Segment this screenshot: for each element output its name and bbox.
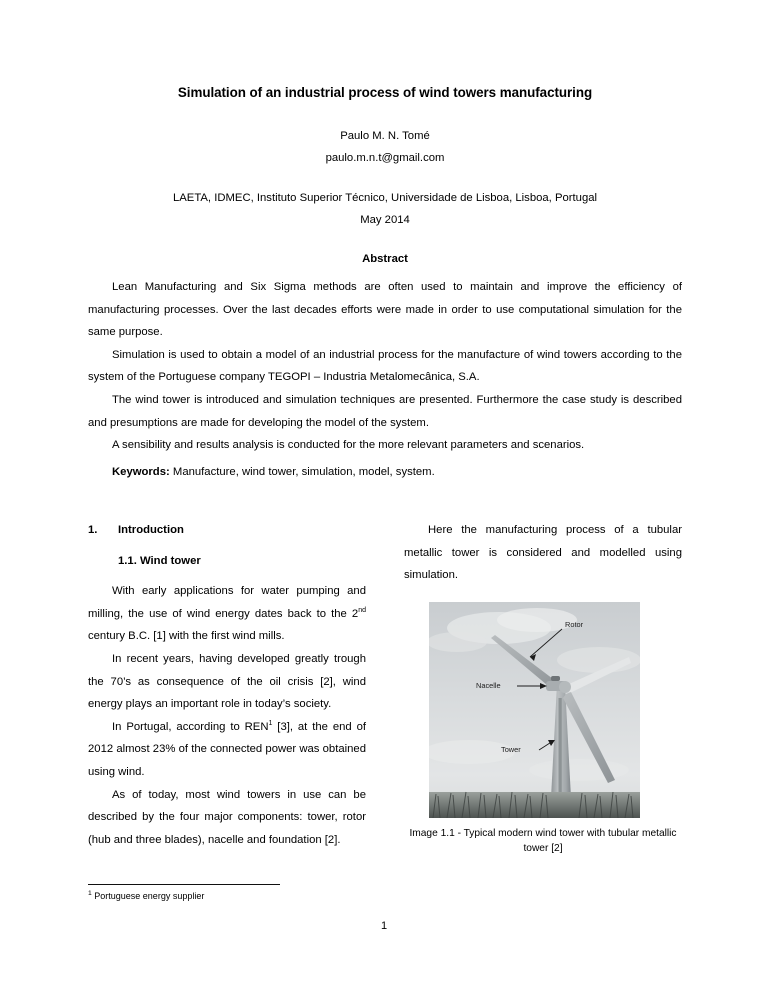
paragraph-text: century B.C. [1] with the first wind mills. bbox=[88, 630, 285, 643]
section-title: Introduction bbox=[118, 524, 184, 536]
body-column-right bbox=[404, 519, 682, 587]
footnote-entry bbox=[88, 890, 366, 902]
author-affiliation: LAETA, IDMEC, Instituto Superior Técnico, Universidade de Lisboa, Lisboa, Portugal bbox=[172, 192, 598, 204]
footnote-area bbox=[88, 884, 366, 902]
subsection-number: 1.1. bbox=[118, 554, 137, 567]
author-name: Paulo M. N. Tomé bbox=[340, 130, 430, 142]
publication-date: May 2014 bbox=[360, 214, 410, 226]
body-paragraph: As of today, most wind towers in use can be described by the four major components: tower, rotor (hub and three blades), nacelle and foundation [2]. bbox=[88, 788, 366, 846]
figure-caption: Image 1.1 - Typical modern wind tower with tubular metallic tower [2] bbox=[409, 828, 677, 854]
wind-turbine-photo bbox=[429, 602, 640, 818]
footnote-separator-rule bbox=[88, 884, 280, 885]
photo-label-nacelle: Nacelle bbox=[476, 681, 501, 690]
keywords-value: Manufacture, wind tower, simulation, model, system. bbox=[169, 466, 435, 478]
abstract-body bbox=[88, 276, 682, 457]
paragraph-text: With early applications for water pumping and milling, the use of wind energy dates back to the 2 bbox=[88, 585, 366, 620]
spacer bbox=[88, 542, 366, 550]
body-column-left bbox=[88, 519, 366, 851]
photo-label-rotor: Rotor bbox=[565, 620, 584, 629]
paragraph-text: [3], at the end of 2012 almost 23% of the connected power was obtained using wind. bbox=[88, 720, 366, 778]
abstract-paragraph: Lean Manufacturing and Six Sigma methods are often used to maintain and improve the efficiency of manufacturing processes. Over the last decades efforts were made in order to use computational simulation for the same purpose. bbox=[88, 281, 682, 339]
keywords-line bbox=[88, 461, 682, 484]
figure-1-1 bbox=[404, 602, 682, 856]
footnote-marker: 1 bbox=[88, 890, 92, 897]
body-paragraph: Here the manufacturing process of a tubular metallic tower is considered and modelled using simulation. bbox=[404, 524, 682, 582]
spacer bbox=[88, 572, 366, 580]
body-paragraph: In recent years, having developed greatly trough the 70’s as consequence of the oil crisis [2], wind energy plays an important role in today’s society. bbox=[88, 652, 366, 711]
abstract-paragraph: The wind tower is introduced and simulation techniques are presented. Furthermore the case study is described and presumptions are made for developing the model of the system. bbox=[88, 393, 682, 429]
keywords-label: Keywords: bbox=[112, 466, 170, 478]
photo-label-tower: Tower bbox=[501, 745, 521, 754]
footnote-marker-superscript: 1 bbox=[268, 719, 273, 727]
paragraph-text: In Portugal, according to REN bbox=[112, 720, 269, 733]
section-heading-introduction bbox=[88, 519, 366, 542]
footnote-text: Portuguese energy supplier bbox=[91, 891, 205, 901]
page-number: 1 bbox=[380, 920, 388, 932]
abstract-heading: Abstract bbox=[362, 253, 408, 265]
page-title: Simulation of an industrial process of wind towers manufacturing bbox=[177, 85, 593, 100]
wind-turbine-illustration bbox=[429, 602, 640, 818]
abstract-paragraph: A sensibility and results analysis is conducted for the more relevant parameters and scenarios. bbox=[112, 439, 585, 452]
subsection-title: Wind tower bbox=[139, 554, 201, 567]
body-paragraph bbox=[88, 580, 366, 648]
body-paragraph bbox=[88, 716, 366, 784]
section-number: 1. bbox=[88, 524, 98, 536]
subsection-heading-wind-tower bbox=[118, 550, 366, 573]
abstract-paragraph: Simulation is used to obtain a model of an industrial process for the manufacture of wind towers according to the system of the Portuguese company TEGOPI – Industria Metalomecânica, S.A. bbox=[88, 348, 682, 384]
author-email: paulo.m.n.t@gmail.com bbox=[325, 152, 445, 164]
ordinal-superscript: nd bbox=[358, 607, 366, 615]
